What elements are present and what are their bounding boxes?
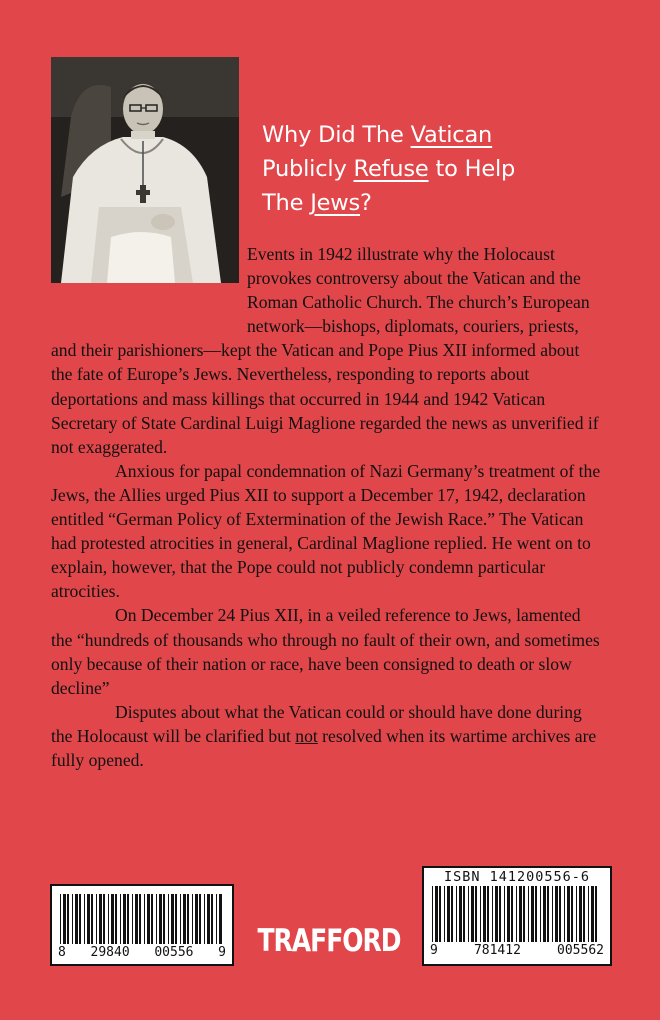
publisher-logo: TRAFFORD — [257, 922, 401, 959]
barcode-bars-right — [424, 886, 610, 942]
isbn-label: ISBN 141200556-6 — [443, 869, 591, 885]
paragraph-4: Disputes about what the Vatican could or should have done during the Holocaust will be clarified but not resolved when its wartime archives are fully opened. — [51, 701, 597, 770]
paragraph-1: Events in 1942 illustrate why the Holocaust provokes controversy about the Vatican and the Roman Catholic Church. The church’s European network—bishops, diplomats, couriers, priests, and their parishioners—kept the Vatican and Pope Pius XII informed about the fate of Europe’s Jews. Nevertheless, responding to reports about deportations and mass killings that occurred in 1944 and 1942 Vatican Secretary of State Cardinal Luigi Maglione regarded the news as unverified if not exaggerated. — [51, 244, 599, 457]
barcode-bars-left — [52, 894, 232, 944]
paragraph-3: On December 24 Pius XII, in a veiled reference to Jews, lamented the “hundreds of thousands who through no fault of their own, and sometimes only because of their nation or race, have been consigned to death or slow decline” — [51, 605, 600, 698]
headline-line-3: The Jews? — [262, 190, 372, 216]
price-barcode — [50, 884, 234, 966]
headline — [262, 118, 602, 220]
barcode-digits-left: 8 29840 00556 9 — [58, 945, 226, 960]
barcode-digits-right: 9 781412 005562 — [430, 943, 604, 958]
body-text — [51, 242, 603, 772]
headline-jews: Jews — [310, 190, 361, 216]
headline-refuse: Refuse — [353, 156, 429, 182]
isbn-barcode — [422, 866, 612, 966]
headline-line-1: Why Did The Vatican — [262, 122, 493, 148]
headline-line-2: Publicly Refuse to Help — [262, 156, 516, 182]
paragraph-2: Anxious for papal condemnation of Nazi Germany’s treatment of the Jews, the Allies urged Pius XII to support a December 17, 1942, declaration entitled “German Policy of Extermination of the Jewish Race.” The Vatican had protested atrocities in general, Cardinal Maglione replied. He went on to explain, however, that the Pope could not publicly condemn particular atrocities. — [51, 460, 601, 602]
headline-vatican: Vatican — [410, 122, 493, 148]
